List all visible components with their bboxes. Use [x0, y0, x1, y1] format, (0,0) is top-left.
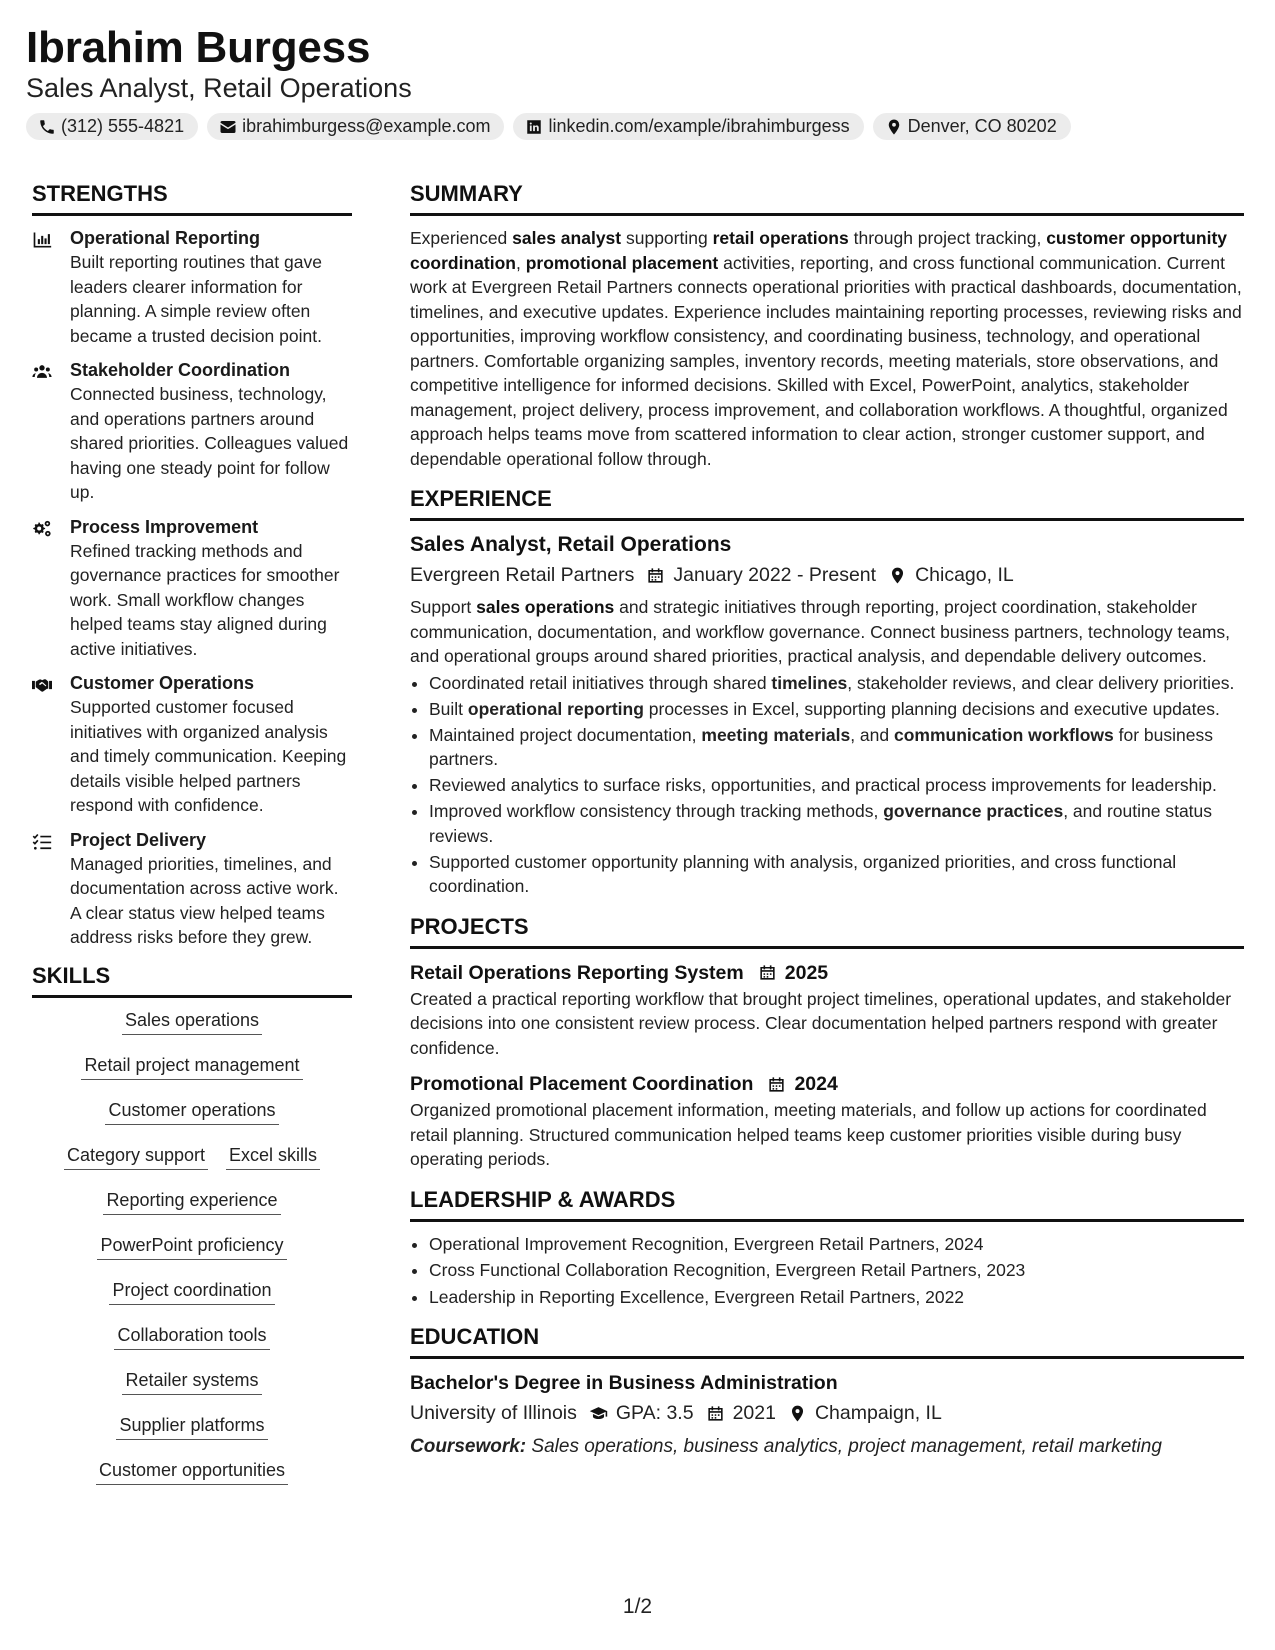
resume-header [26, 22, 1249, 140]
strength-desc: Supported customer focused initiatives with organized analysis and timely communication. Keeping details visible helped partners respond with confidence. [70, 697, 347, 815]
skills-heading: SKILLS [32, 962, 352, 998]
job-bullets [410, 671, 1244, 899]
awards-list [410, 1232, 1244, 1310]
job-dates: January 2022 - Present [673, 564, 877, 586]
summary-text: Experienced sales analyst supporting retail operations through project tracking, customer opportunity coordination, promotional placement activities, reporting, and cross functional communication. Current work at Evergreen Retail Partners connects operational priorities with practical dashboards, documentation, timelines, and executive updates. Experience includes maintaining reporting processes, reviewing risks and opportunities, improving workflow consistency, and coordinating business, technology, and operational partners. Comfortable organizing samples, inventory records, meeting materials, store observations, and competitive intelligence for informed decisions. Skilled with Excel, PowerPoint, analytics, stakeholder management, project delivery, process improvement, and collaboration workflows. A thoughtful, organized approach helps teams move from scattered information to clear action, stronger customer support, and dependable operational follow through. [410, 228, 1242, 469]
skill-tag: Sales operations [122, 1008, 262, 1035]
skill-tag: Reporting experience [103, 1188, 280, 1215]
education-meta [410, 1399, 1244, 1427]
list-check-icon [32, 832, 52, 852]
gpa: GPA: 3.5 [615, 1402, 694, 1424]
job-bullet: • Built operational reporting processes in Excel, supporting planning decisions and executive updates. [429, 697, 1244, 722]
map-pin-icon [788, 1404, 807, 1423]
envelope-icon [219, 118, 237, 136]
skill-tag: Project coordination [109, 1278, 274, 1305]
school: University of Illinois [410, 1402, 577, 1424]
strength-item [32, 828, 352, 950]
strength-title: Operational Reporting [70, 228, 261, 248]
gears-icon [32, 519, 52, 539]
contact-location [873, 113, 1071, 140]
job-location: Chicago, IL [915, 564, 1014, 586]
skill-tag: Collaboration tools [114, 1323, 269, 1350]
calendar-icon [767, 1075, 786, 1094]
handshake-icon [32, 675, 52, 695]
bar-chart-icon [32, 230, 52, 250]
job-bullet: • Reviewed analytics to surface risks, opportunities, and practical process improvements for leadership. [429, 773, 1244, 798]
strengths-heading: STRENGTHS [32, 180, 352, 216]
strength-desc: Managed priorities, timelines, and documentation across active work. A clear status view helped teams address risks before they grew. [70, 853, 339, 947]
skill-tag: Customer operations [105, 1098, 278, 1125]
school-location: Champaign, IL [814, 1402, 942, 1424]
job-bullet: • Coordinated retail initiatives through shared timelines, stakeholder reviews, and clear delivery priorities. [429, 671, 1244, 696]
page-number: 1/2 [622, 1595, 653, 1618]
award-item: • Cross Functional Collaboration Recognition, Evergreen Retail Partners, 2023 [429, 1258, 1244, 1283]
contact-bar [26, 113, 1249, 140]
calendar-icon [706, 1404, 725, 1423]
strength-item [32, 515, 352, 662]
coursework [410, 1433, 1244, 1461]
strength-title: Customer Operations [70, 673, 255, 693]
degree: Bachelor's Degree in Business Administration [410, 1372, 838, 1394]
award-item: • Leadership in Reporting Excellence, Evergreen Retail Partners, 2022 [429, 1285, 1244, 1310]
strength-item [32, 358, 352, 505]
job-bullet: • Maintained project documentation, meeting materials, and communication workflows for business partners. [429, 723, 1244, 772]
skill-tag: Excel skills [226, 1143, 320, 1170]
summary-heading: SUMMARY [410, 180, 1244, 216]
contact-text: Denver, CO 80202 [907, 116, 1057, 136]
left-column [32, 180, 352, 1503]
right-column [410, 180, 1244, 1461]
job-summary: Support sales operations and strategic initiatives through reporting, project coordination, stakeholder communication, documentation, and workflow governance. Connect business partners, technology teams, and operational groups around shared priorities, practical analysis, and dependable delivery outcomes. [410, 597, 1231, 666]
strength-desc: Built reporting routines that gave leaders clearer information for planning. A simple review often became a trusted decision point. [70, 252, 322, 346]
coursework-label: Coursework: [410, 1436, 527, 1457]
map-pin-icon [888, 566, 907, 585]
experience-heading: EXPERIENCE [410, 485, 1244, 521]
skill-tag: Category support [64, 1143, 208, 1170]
coursework-list: Sales operations, business analytics, project management, retail marketing [531, 1436, 1162, 1457]
skill-tag: Retailer systems [122, 1368, 261, 1395]
job-bullet: • Supported customer opportunity planning with analysis, organized priorities, and cross functional coordination. [429, 850, 1244, 899]
linkedin-icon [525, 118, 543, 136]
projects-heading: PROJECTS [410, 913, 1244, 949]
phone-icon [38, 118, 56, 136]
education-heading: EDUCATION [410, 1323, 1244, 1359]
contact-phone[interactable] [26, 113, 198, 140]
calendar-icon [758, 963, 777, 982]
users-icon [32, 362, 52, 382]
award-item: • Operational Improvement Recognition, Evergreen Retail Partners, 2024 [429, 1232, 1244, 1257]
contact-text: linkedin.com/example/ibrahimburgess [548, 116, 850, 136]
skill-tag: Customer opportunities [96, 1458, 288, 1485]
strength-item [32, 671, 352, 818]
graduation-cap-icon [589, 1404, 608, 1423]
strength-item [32, 226, 352, 348]
contact-linkedin[interactable] [513, 113, 863, 140]
strength-title: Project Delivery [70, 829, 207, 850]
project-year: 2025 [784, 961, 829, 984]
project-name: Promotional Placement Coordination [410, 1073, 754, 1095]
strength-desc: Connected business, technology, and operations partners around shared priorities. Colleagues valued having one steady point for follow up. [70, 384, 349, 502]
map-pin-icon [885, 118, 903, 136]
job-bullet: • Improved workflow consistency through tracking methods, governance practices, and routine status reviews. [429, 799, 1244, 848]
calendar-icon [646, 566, 665, 585]
contact-text: ibrahimburgess@example.com [242, 116, 491, 136]
candidate-title: Sales Analyst, Retail Operations [26, 73, 412, 103]
project-year: 2024 [794, 1073, 838, 1095]
strength-desc: Refined tracking methods and governance practices for smoother work. Small workflow changes helped teams stay aligned during active initiatives. [70, 540, 340, 659]
skills-list [32, 1008, 352, 1503]
project-desc: Organized promotional placement information, meeting materials, and follow up actions for coordinated retail planning. Structured communication helped teams keep customer priorities visible during busy operating periods. [410, 1100, 1207, 1169]
skill-tag: Retail project management [81, 1053, 302, 1080]
job-company: Evergreen Retail Partners [410, 564, 635, 586]
project-title [410, 1070, 1244, 1098]
grad-year: 2021 [732, 1402, 776, 1424]
contact-text: (312) 555-4821 [61, 116, 185, 136]
candidate-name: Ibrahim Burgess [26, 23, 371, 72]
contact-email[interactable] [207, 113, 504, 140]
project-title [410, 959, 1244, 987]
skill-tag: Supplier platforms [116, 1413, 267, 1440]
strength-title: Process Improvement [70, 516, 259, 537]
project-desc: Created a practical reporting workflow that brought project timelines, operational updates, and stakeholder decisions into one consistent review process. Clear documentation helped partners respond with greater confidence. [410, 988, 1232, 1058]
strength-title: Stakeholder Coordination [70, 360, 291, 380]
job-title: Sales Analyst, Retail Operations [410, 533, 732, 556]
skill-tag: PowerPoint proficiency [97, 1233, 286, 1260]
awards-heading: LEADERSHIP & AWARDS [410, 1186, 1244, 1222]
job-meta [410, 561, 1244, 589]
project-name: Retail Operations Reporting System [410, 961, 744, 984]
strengths-list [32, 226, 352, 950]
